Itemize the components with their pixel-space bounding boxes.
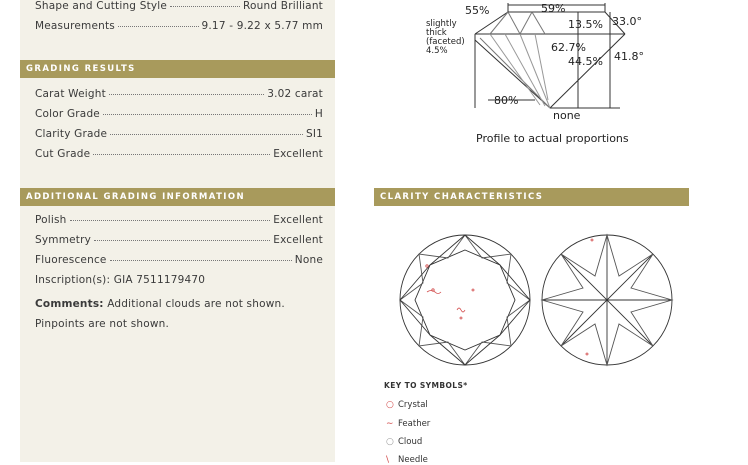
key-title: KEY TO SYMBOLS*	[384, 381, 468, 390]
leader-dots	[110, 134, 303, 135]
leader-dots	[110, 260, 292, 261]
symmetry-row	[35, 234, 323, 246]
clarity-value: SI1	[305, 128, 323, 140]
leader-dots	[93, 154, 270, 155]
key-needle	[386, 455, 428, 465]
culet: none	[553, 109, 581, 122]
needle-icon: \	[386, 455, 390, 465]
profile-caption: Profile to actual proportions	[476, 132, 629, 145]
girdle-note-l1: slightly	[426, 19, 457, 29]
polish-label: Polish	[35, 214, 67, 226]
fluorescence-label: Fluorescence	[35, 254, 107, 266]
shape-label: Shape and Cutting Style	[35, 0, 168, 12]
symmetry-label: Symmetry	[35, 234, 92, 246]
pavilion-plot	[537, 230, 677, 370]
key-crystal	[386, 400, 428, 410]
measurements-label: Measurements	[35, 20, 115, 32]
comments-text: Additional clouds are not shown. Pinpoints are not shown.	[35, 298, 285, 330]
leader-dots	[118, 26, 199, 27]
girdle-note-l3: (faceted)	[426, 37, 465, 47]
girdle-note-l2: thick	[426, 28, 447, 38]
color-row	[35, 108, 323, 120]
key-feather-label: Feather	[398, 419, 431, 429]
leader-dots	[170, 6, 240, 7]
crown-angle: 33.0°	[612, 15, 642, 28]
table-pct: 55%	[465, 4, 490, 17]
key-needle-label: Needle	[398, 455, 428, 465]
key-crystal-label: Crystal	[398, 400, 428, 410]
fluorescence-value: None	[294, 254, 323, 266]
pavilion-height-pct: 44.5%	[568, 55, 603, 68]
key-cloud-label: Cloud	[398, 437, 423, 447]
measurements-row	[35, 20, 323, 32]
feather-icon: ∼	[386, 419, 394, 429]
cut-row	[35, 148, 323, 160]
polish-value: Excellent	[273, 214, 323, 226]
leader-dots	[109, 94, 264, 95]
carat-value: 3.02 carat	[267, 88, 323, 100]
pavilion-angle: 41.8°	[614, 50, 644, 63]
color-label: Color Grade	[35, 108, 100, 120]
cloud-icon: ○	[386, 437, 394, 447]
comments	[35, 294, 327, 334]
key-cloud	[386, 437, 422, 447]
comments-label: Comments:	[35, 298, 104, 310]
cut-value: Excellent	[273, 148, 323, 160]
fluorescence-row	[35, 254, 323, 266]
girdle-note-l4: 4.5%	[426, 46, 448, 56]
measurements-value: 9.17 - 9.22 x 5.77 mm	[201, 20, 323, 32]
leader-dots	[70, 220, 271, 221]
leader-dots	[94, 240, 270, 241]
lower-half-pct: 80%	[494, 94, 519, 107]
crown-plot	[395, 230, 535, 370]
clarity-row	[35, 128, 323, 140]
grading-results-header: GRADING RESULTS	[20, 60, 335, 78]
shape-value: Round Brilliant	[243, 0, 323, 12]
color-value: H	[314, 108, 323, 120]
carat-row	[35, 88, 323, 100]
inscription: Inscription(s): GIA 7511179470	[35, 274, 206, 286]
shape-row	[35, 0, 323, 12]
symmetry-value: Excellent	[273, 234, 323, 246]
clarity-label: Clarity Grade	[35, 128, 108, 140]
crown-height-pct: 13.5%	[568, 18, 603, 31]
cut-label: Cut Grade	[35, 148, 91, 160]
depth-pct: 62.7%	[551, 41, 586, 54]
carat-label: Carat Weight	[35, 88, 106, 100]
clarity-header: CLARITY CHARACTERISTICS	[374, 188, 689, 206]
additional-info-header: ADDITIONAL GRADING INFORMATION	[20, 188, 335, 206]
leader-dots	[103, 114, 312, 115]
polish-row	[35, 214, 323, 226]
key-feather	[386, 419, 430, 429]
girdle-note	[426, 20, 465, 56]
crystal-icon: ○	[386, 400, 394, 410]
crown-table-pct: 59%	[541, 2, 566, 15]
